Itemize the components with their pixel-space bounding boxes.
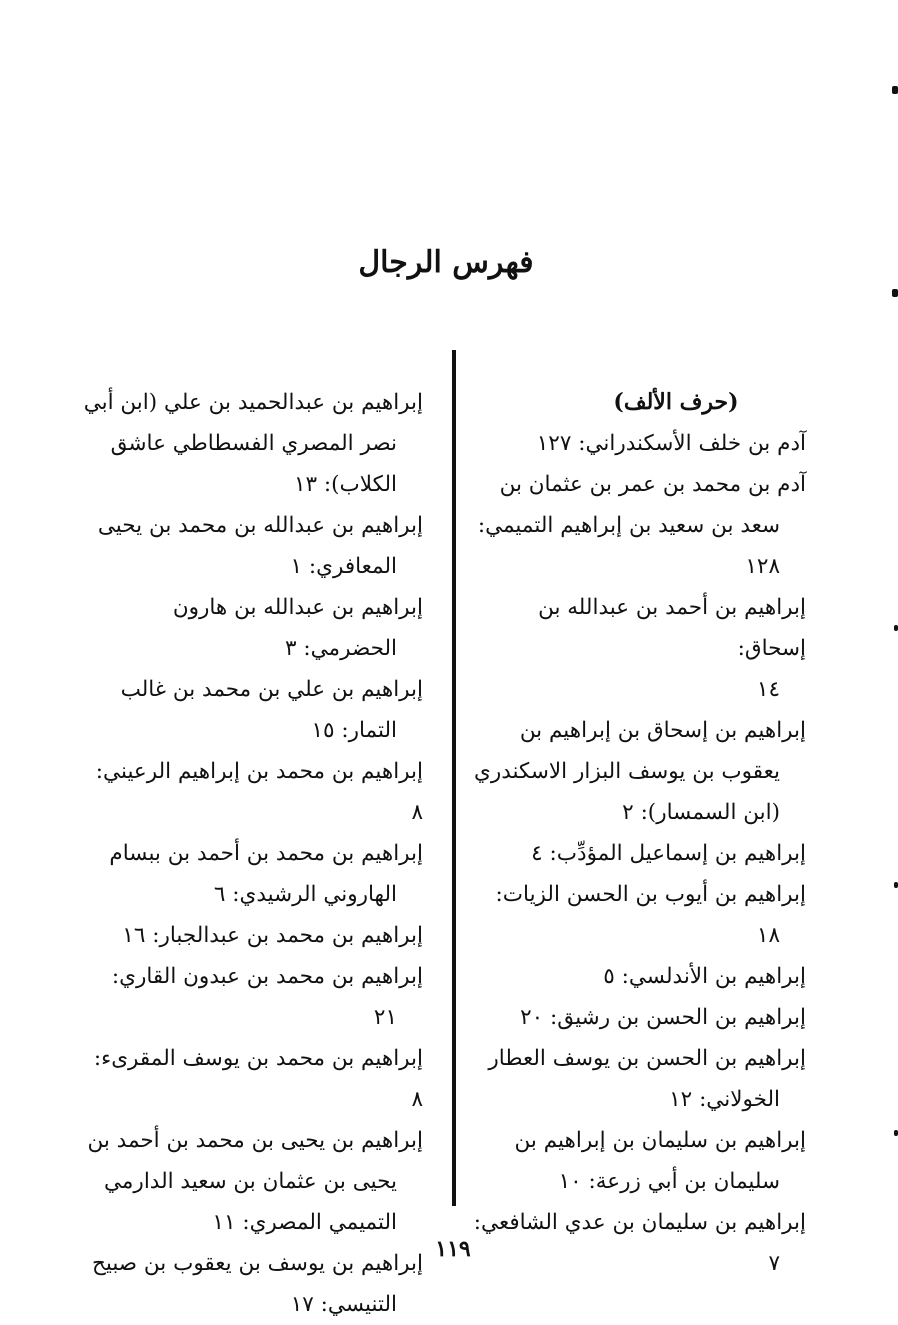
- entry-line: إبراهيم بن محمد بن عبدالجبار: ١٦: [122, 923, 423, 948]
- entry-line: إبراهيم بن سليمان بن إبراهيم بن: [514, 1128, 806, 1153]
- index-entry: [78, 1038, 423, 1120]
- left-column: [78, 382, 423, 1325]
- entry-continuation-line: ٧: [768, 1251, 780, 1276]
- entry-line: إبراهيم بن عبدالله بن محمد بن يحيى: [97, 513, 423, 538]
- entry-continuation-line: يحيى بن عثمان بن سعيد الدارمي: [104, 1169, 397, 1194]
- entry-continuation-line: الهاروني الرشيدي: ٦: [213, 882, 397, 907]
- entry-continuation-line: الكلاب): ١٣: [293, 472, 397, 497]
- entry-continuation-line: المعافري: ١: [290, 554, 397, 579]
- entry-line: إبراهيم بن الحسن بن رشيق: ٢٠: [520, 1005, 806, 1030]
- entry-line: إبراهيم بن علي بن محمد بن غالب: [120, 677, 423, 702]
- index-entry: [78, 587, 423, 669]
- column-divider: [452, 350, 456, 1206]
- entry-continuation-line: (ابن السمسار): ٢: [622, 800, 780, 825]
- entry-line: إبراهيم بن عبدالله بن هارون: [172, 595, 423, 620]
- entry-continuation-line: ٢١: [373, 1005, 397, 1030]
- index-entry: [78, 833, 423, 915]
- edge-mark: [894, 1130, 898, 1136]
- entry-line: آدم بن خلف الأسكندراني: ١٢٧: [536, 431, 806, 456]
- entry-continuation-line: ١٢٨: [745, 554, 780, 579]
- index-entry: [466, 874, 806, 956]
- entry-continuation-line: الحضرمي: ٣: [285, 636, 397, 661]
- section-heading: (حرف الألف): [613, 389, 739, 415]
- edge-mark: [894, 882, 898, 888]
- entry-line: إبراهيم بن يوسف بن يعقوب بن صبيح: [91, 1251, 423, 1276]
- entry-line: إبراهيم بن إسحاق بن إبراهيم بن: [519, 718, 806, 743]
- index-entry: [78, 382, 423, 505]
- page-title: [0, 245, 898, 280]
- entry-continuation-line: التمار: ١٥: [311, 718, 397, 743]
- entry-continuation-line: سعد بن سعيد بن إبراهيم التميمي:: [477, 513, 780, 538]
- page-number: [0, 1236, 898, 1262]
- entry-line: إبراهيم بن الأندلسي: ٥: [603, 964, 806, 989]
- index-entry: [78, 1120, 423, 1243]
- index-entry: [78, 956, 423, 1038]
- entry-continuation-line: الخولاني: ١٢: [669, 1087, 780, 1112]
- entry-line: إبراهيم بن محمد بن عبدون القاري:: [111, 964, 423, 989]
- entry-line: إبراهيم بن سليمان بن عدي الشافعي:: [473, 1210, 806, 1235]
- page-number-text: ١١٩: [435, 1236, 471, 1262]
- entry-line: إبراهيم بن محمد بن يوسف المقرىء: ٨: [93, 1046, 423, 1112]
- entry-continuation-line: التنيسي: ١٧: [290, 1292, 397, 1317]
- edge-mark: [894, 625, 898, 631]
- entry-line: إبراهيم بن أحمد بن عبدالله بن إسحاق:: [538, 595, 806, 661]
- index-entry: [466, 956, 806, 997]
- index-entry: [78, 751, 423, 833]
- entry-continuation-line: سليمان بن أبي زرعة: ١٠: [558, 1169, 780, 1194]
- page-title-text: فهرس الرجال: [358, 245, 534, 280]
- index-entry: [466, 423, 806, 464]
- entry-line: إبراهيم بن الحسن بن يوسف العطار: [488, 1046, 806, 1071]
- edge-mark: [892, 86, 898, 94]
- entry-line: إبراهيم بن محمد بن أحمد بن ببسام: [109, 841, 423, 866]
- entry-line: إبراهيم بن إسماعيل المؤدِّب: ٤: [531, 841, 806, 866]
- entry-line: إبراهيم بن يحيى بن محمد بن أحمد بن: [87, 1128, 423, 1153]
- entry-line: إبراهيم بن عبدالحميد بن علي (ابن أبي: [83, 390, 423, 415]
- index-entry: [466, 464, 806, 587]
- index-entry: [466, 710, 806, 833]
- entry-continuation-line: يعقوب بن يوسف البزار الاسكندري: [474, 759, 780, 784]
- index-entry: [78, 669, 423, 751]
- entry-continuation-line: نصر المصري الفسطاطي عاشق: [110, 431, 397, 456]
- index-entry: [78, 915, 423, 956]
- entry-line: إبراهيم بن أيوب بن الحسن الزيات:: [495, 882, 806, 907]
- entry-continuation-line: التميمي المصري: ١١: [212, 1210, 397, 1235]
- edge-mark: [892, 289, 898, 297]
- index-entry: [466, 833, 806, 874]
- entry-continuation-line: ١٨: [756, 923, 780, 948]
- right-column: [466, 382, 806, 1284]
- index-entry: [466, 997, 806, 1038]
- index-entry: [78, 505, 423, 587]
- entry-continuation-line: ١٤: [756, 677, 780, 702]
- index-entry: [466, 1038, 806, 1120]
- entry-line: آدم بن محمد بن عمر بن عثمان بن: [499, 472, 806, 497]
- index-entry: [466, 1120, 806, 1202]
- index-entry: [466, 587, 806, 710]
- entry-line: إبراهيم بن محمد بن إبراهيم الرعيني: ٨: [95, 759, 423, 825]
